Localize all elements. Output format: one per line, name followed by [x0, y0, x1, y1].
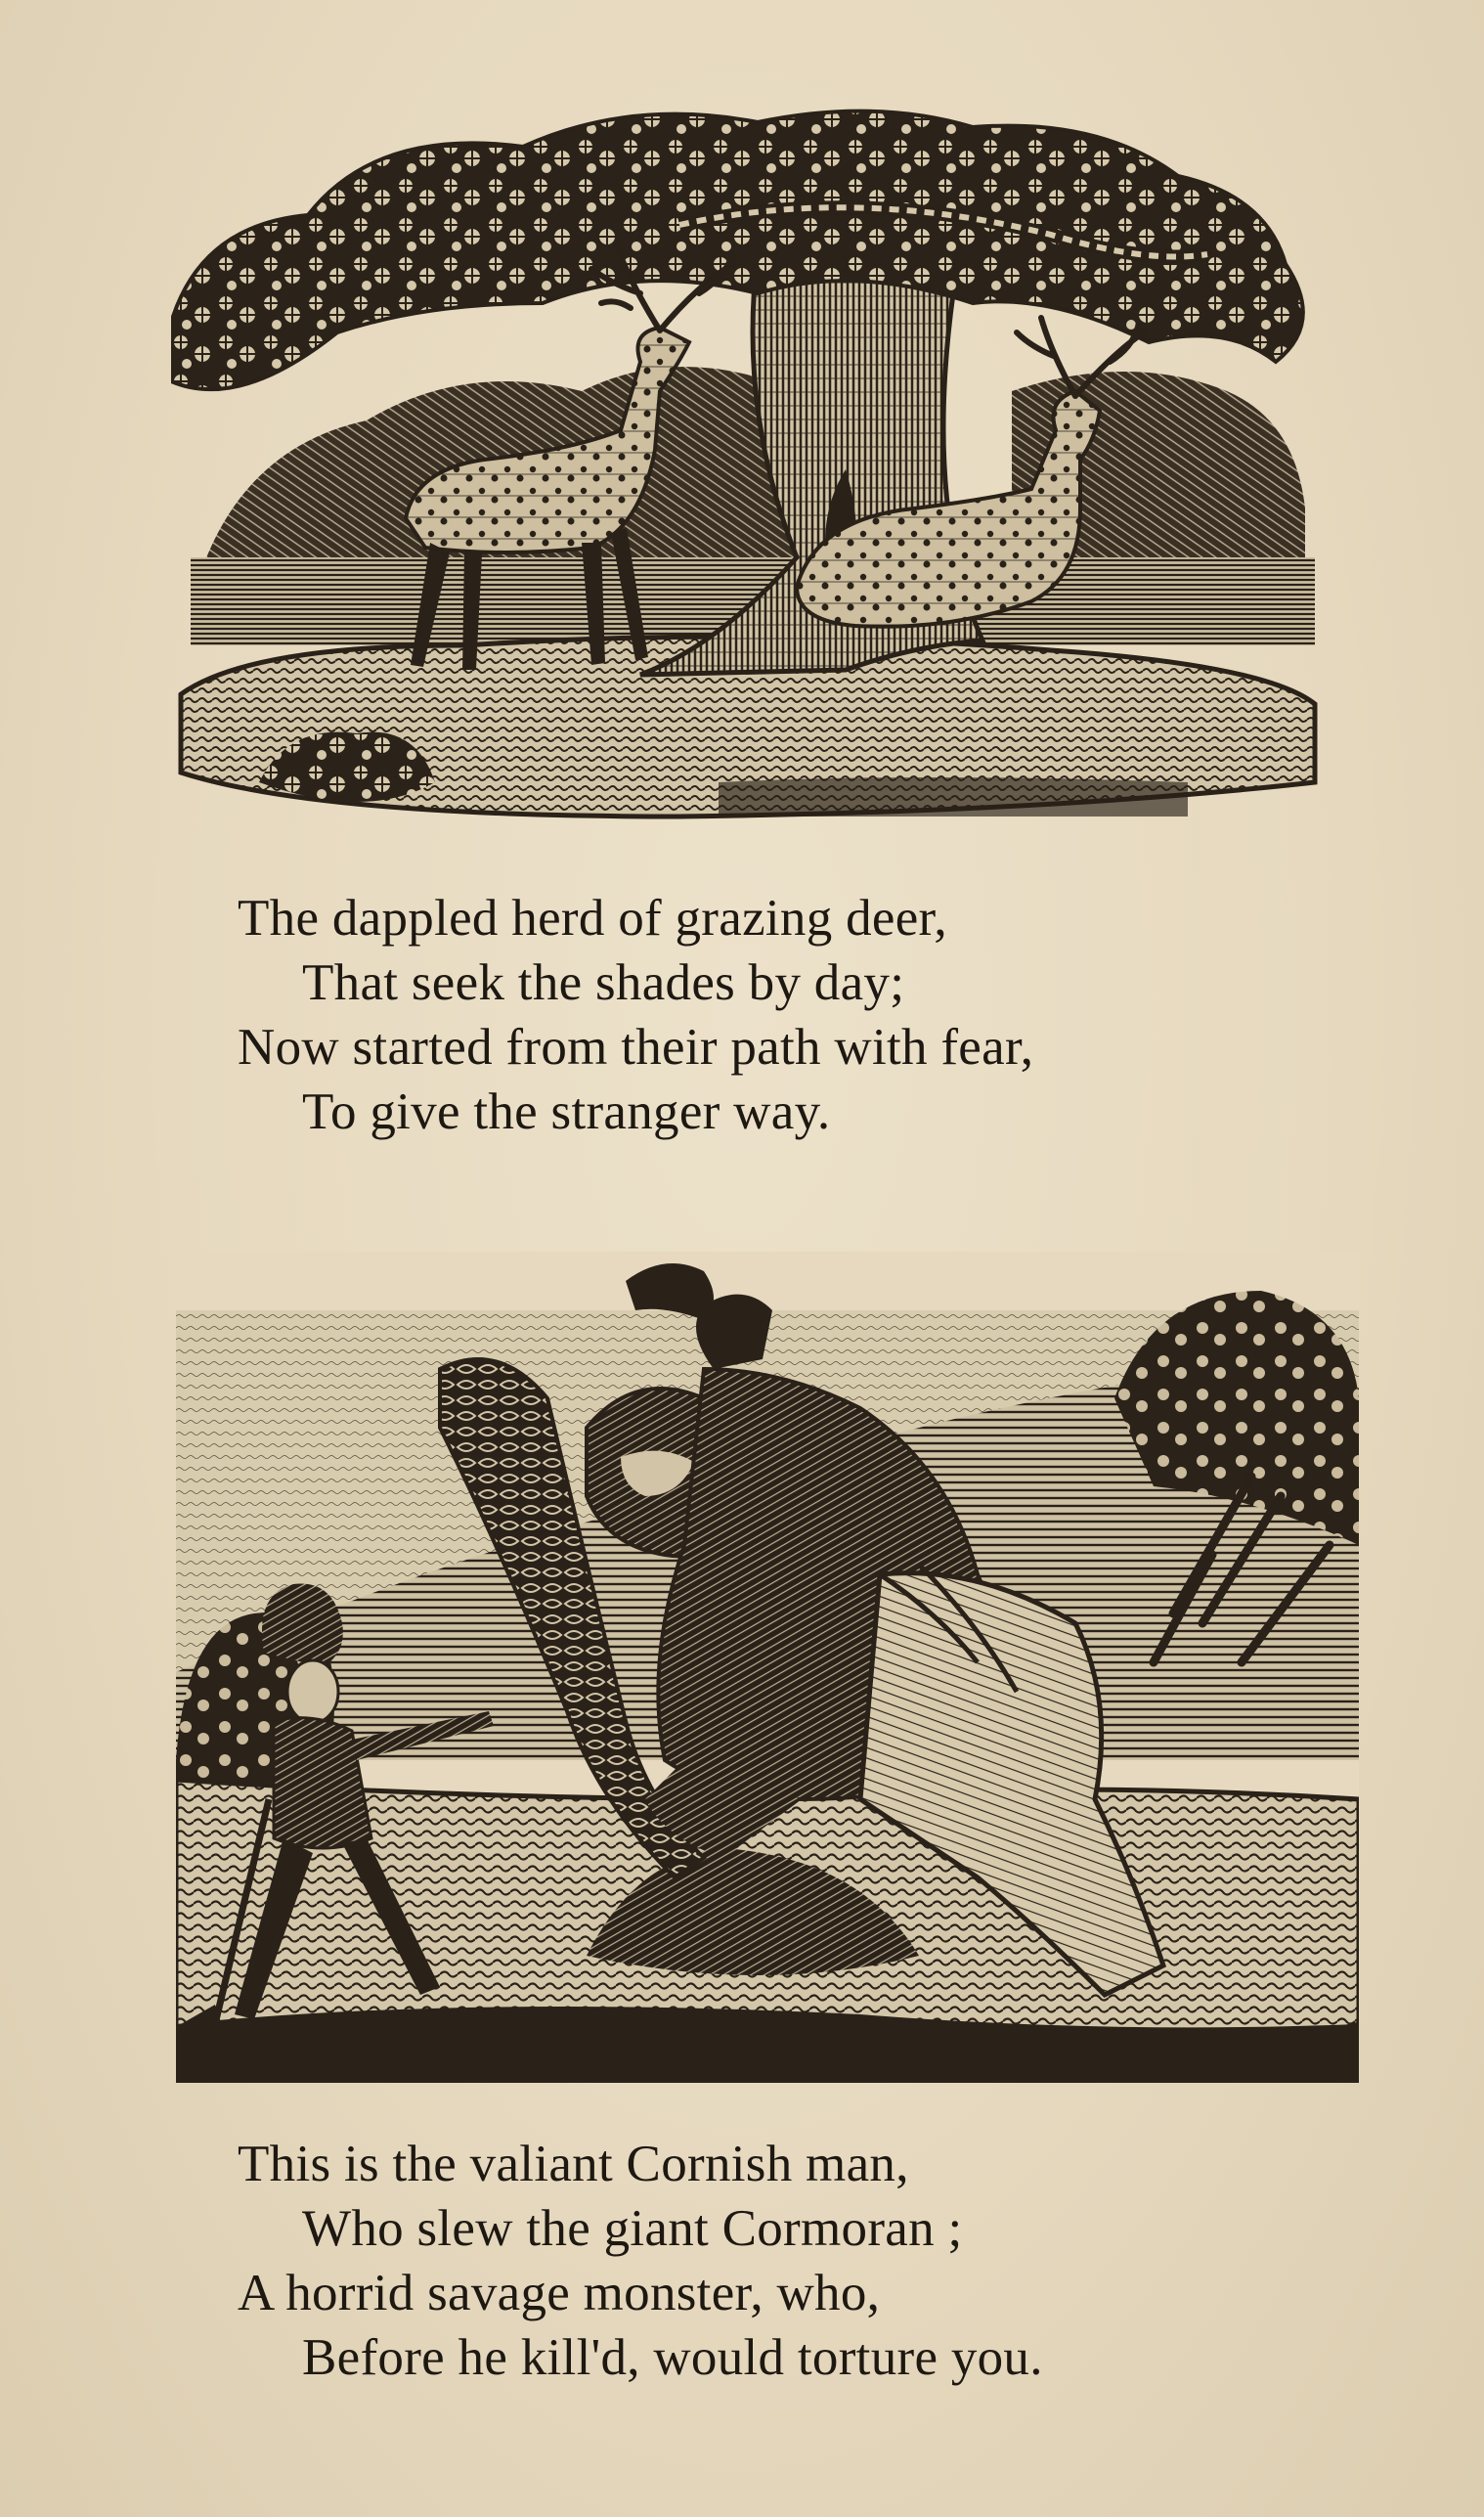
deer-woodcut-illustration: [171, 98, 1325, 841]
stanza-giant: [238, 2132, 1043, 2390]
verse-line: Now started from their path with fear,: [238, 1019, 1034, 1076]
verse-line: The dappled herd of grazing deer,: [238, 890, 947, 947]
stanza-deer: [238, 886, 1033, 1144]
giant-woodcut-illustration: [176, 1252, 1359, 2083]
verse-line: Who slew the giant Cormoran ;: [302, 2200, 963, 2257]
giant-woodcut-graphic: [176, 1252, 1359, 2083]
verse-line: To give the stranger way.: [302, 1083, 831, 1140]
verse-line: That seek the shades by day;: [302, 954, 905, 1011]
verse-line: Before he kill'd, would torture you.: [302, 2329, 1043, 2386]
deer-woodcut-graphic: [171, 98, 1325, 841]
verse-line: A horrid savage monster, who,: [238, 2265, 881, 2321]
verse-line: This is the valiant Cornish man,: [238, 2136, 909, 2192]
